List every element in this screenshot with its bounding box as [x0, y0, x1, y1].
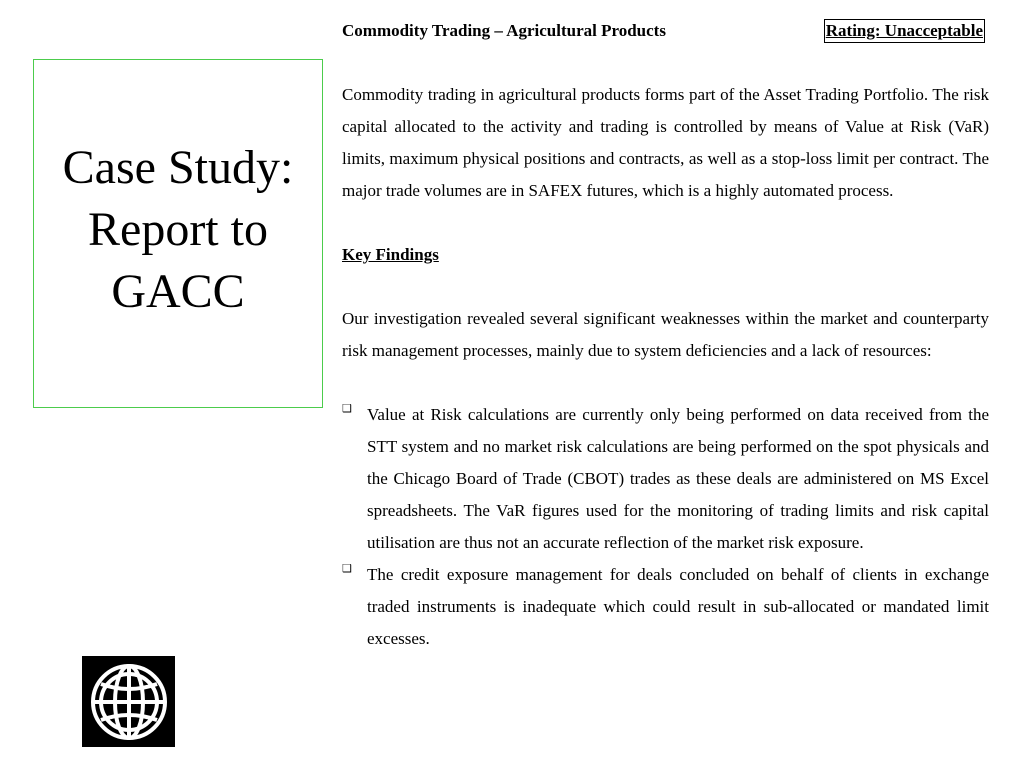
rating-badge: Rating: Unacceptable: [824, 19, 985, 43]
finding-item: [342, 559, 989, 655]
globe-logo-icon: [89, 662, 169, 742]
finding-text: Value at Risk calculations are currently only being performed on data received from the STT system and no market risk calculations are being performed on the spot physicals and the Chicago Board of Trade (CBOT) trades as these deals are administered on MS Excel spreadsheets. The VaR figures used for the monitoring of trading limits and risk capital utilisation are thus not an accurate reflection of the market risk exposure.: [367, 405, 989, 552]
checkbox-bullet-icon: ❑: [342, 403, 352, 415]
report-content: [342, 16, 989, 655]
intro-paragraph: Commodity trading in agricultural products forms part of the Asset Trading Portfolio. The risk capital allocated to the activity and trading is controlled by means of Value at Risk (VaR) limits, maximum physical positions and contracts, as well as a stop-loss limit per contract. The major trade volumes are in SAFEX futures, which is a highly automated process.: [342, 85, 989, 200]
case-study-title: Case Study: Report to GACC: [62, 140, 294, 318]
finding-item: [342, 399, 989, 559]
report-header: [342, 16, 989, 46]
finding-text: The credit exposure management for deals concluded on behalf of clients in exchange traded instruments is inadequate which could result in sub-allocated or mandated limit excesses.: [367, 565, 989, 648]
title-box: [33, 59, 323, 408]
findings-list: [342, 399, 989, 655]
key-findings-heading: Key Findings: [342, 245, 439, 264]
world-bank-logo: [82, 656, 175, 747]
findings-summary: Our investigation revealed several significant weaknesses within the market and counterparty risk management processes, mainly due to system deficiencies and a lack of resources:: [342, 309, 989, 360]
section-title: Commodity Trading – Agricultural Products: [342, 21, 666, 40]
checkbox-bullet-icon: ❑: [342, 563, 352, 575]
